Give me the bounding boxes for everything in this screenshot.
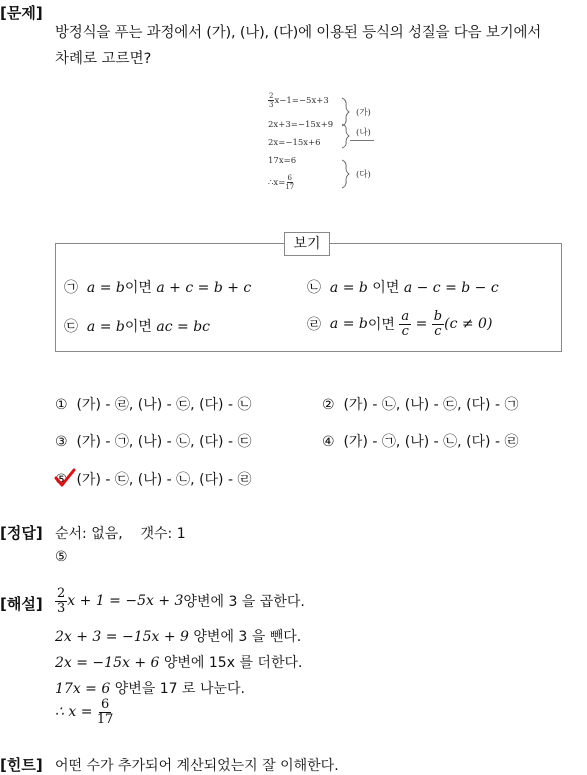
explanation-label: [해설] (0, 595, 43, 613)
checkmark-icon (54, 468, 76, 488)
explanation-line-5: ∴ x = $\frac{6}{17}$ (55, 696, 114, 727)
explanation-line-1: $\frac{2}{3}$ x + 1 = −5x + 3 양변에 3 을 곱한다. (57, 585, 305, 616)
figure-label-da: (다) (356, 170, 371, 180)
figure-label-na: (나) (356, 128, 371, 138)
choice-3[interactable]: ③ (가) - ㉠, (나) - ㉡, (다) - ㉢ (55, 434, 252, 450)
question-line-1: 방정식을 푸는 과정에서 (가), (나), (다)에 이용된 등식의 성질을 다음 보기에서 (55, 25, 542, 41)
choice-2[interactable]: ② (가) - ㉡, (나) - ㉢, (다) - ㉠ (322, 397, 519, 413)
problem-label: [문제] (0, 4, 43, 22)
bogi-title: 보기 (284, 232, 330, 256)
equation-figure (268, 90, 378, 196)
choice-5-number: ⑤ (55, 472, 72, 488)
explanation-line-3: 2x = −15x + 6 양변에 15x 를 더한다. (55, 655, 303, 671)
answer-meta: 순서: 없음, 갯수: 1 (55, 526, 186, 542)
bogi-item-4: ㉣ a = b 이면 $\frac{a}{c}$ = $\frac{b}{c}$ (c ≠ 0) (307, 308, 493, 339)
brace-marks (340, 94, 352, 194)
choice-4[interactable]: ④ (가) - ㉠, (나) - ㉡, (다) - ㉣ (322, 434, 519, 450)
question-line-2: 차례로 고르면? (55, 51, 152, 67)
explanation-line-2: 2x + 3 = −15x + 9 양변에 3 을 뺀다. (55, 629, 302, 645)
answer-value: ⑤ (55, 549, 68, 565)
choice-1[interactable]: ① (가) - ㉣, (나) - ㉢, (다) - ㉡ (55, 397, 252, 413)
figure-eq-5: ∴x= $\frac{6}{17}$ (268, 174, 295, 191)
explanation-line-4: 17x = 6 양변을 17 로 나눈다. (55, 681, 245, 697)
bogi-item-1: ㉠ a = b이면 a + c = b + c (64, 280, 252, 296)
question-text (55, 20, 587, 72)
hint-label: [힌트] (0, 756, 43, 774)
bogi-item-2: ㉡ a = b 이면 a − c = b − c (307, 280, 499, 296)
bogi-item-3: ㉢ a = b이면 ac = bc (64, 319, 210, 335)
answer-label: [정답] (0, 524, 43, 542)
figure-label-ga: (가) (356, 108, 371, 118)
figure-eq-4: 17x=6 (268, 156, 297, 166)
figure-eq-1: $\frac{2}{3}$ x−1=−5x+3 (269, 92, 329, 109)
figure-eq-3: 2x=−15x+6 (268, 138, 321, 148)
figure-divider (350, 140, 374, 141)
figure-eq-2: 2x+3=−15x+9 (268, 120, 334, 130)
hint-text: 어떤 수가 추가되어 계산되었는지 잘 이해한다. (55, 758, 339, 774)
choice-5[interactable]: ⑤ (가) - ㉢, (나) - ㉡, (다) - ㉣ (55, 469, 251, 489)
